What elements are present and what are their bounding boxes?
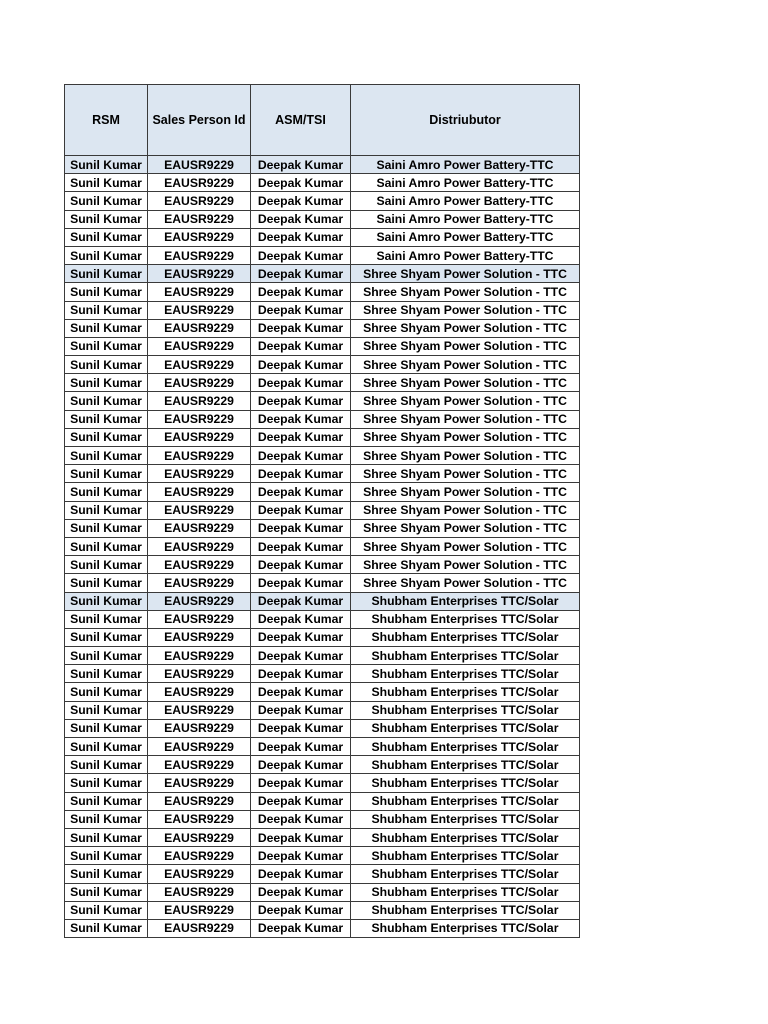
cell-rsm: Sunil Kumar [65,665,148,683]
cell-asm-tsi: Deepak Kumar [251,792,351,810]
cell-sales-person-id: EAUSR9229 [148,701,251,719]
cell-sales-person-id: EAUSR9229 [148,374,251,392]
cell-sales-person-id: EAUSR9229 [148,283,251,301]
cell-distributor: Shubham Enterprises TTC/Solar [351,683,580,701]
cell-asm-tsi: Deepak Kumar [251,647,351,665]
table-row [65,574,580,592]
cell-distributor: Shubham Enterprises TTC/Solar [351,792,580,810]
cell-asm-tsi: Deepak Kumar [251,428,351,446]
cell-distributor: Shree Shyam Power Solution - TTC [351,392,580,410]
cell-asm-tsi: Deepak Kumar [251,883,351,901]
cell-sales-person-id: EAUSR9229 [148,537,251,555]
cell-rsm: Sunil Kumar [65,701,148,719]
table-row [65,228,580,246]
cell-rsm: Sunil Kumar [65,392,148,410]
cell-asm-tsi: Deepak Kumar [251,319,351,337]
cell-sales-person-id: EAUSR9229 [148,665,251,683]
table-row [65,301,580,319]
cell-distributor: Shree Shyam Power Solution - TTC [351,428,580,446]
cell-rsm: Sunil Kumar [65,501,148,519]
cell-rsm: Sunil Kumar [65,883,148,901]
table-row [65,483,580,501]
cell-asm-tsi: Deepak Kumar [251,174,351,192]
cell-distributor: Shree Shyam Power Solution - TTC [351,301,580,319]
cell-distributor: Shree Shyam Power Solution - TTC [351,319,580,337]
cell-sales-person-id: EAUSR9229 [148,774,251,792]
cell-asm-tsi: Deepak Kumar [251,465,351,483]
table-row [65,374,580,392]
cell-rsm: Sunil Kumar [65,628,148,646]
cell-asm-tsi: Deepak Kumar [251,901,351,919]
cell-sales-person-id: EAUSR9229 [148,356,251,374]
cell-asm-tsi: Deepak Kumar [251,283,351,301]
cell-rsm: Sunil Kumar [65,683,148,701]
cell-sales-person-id: EAUSR9229 [148,901,251,919]
column-header-sales-person-id: Sales Person Id [148,85,251,156]
cell-rsm: Sunil Kumar [65,301,148,319]
table-row [65,246,580,264]
table-row [65,156,580,174]
cell-distributor: Saini Amro Power Battery-TTC [351,192,580,210]
cell-rsm: Sunil Kumar [65,228,148,246]
cell-sales-person-id: EAUSR9229 [148,919,251,937]
cell-rsm: Sunil Kumar [65,519,148,537]
cell-sales-person-id: EAUSR9229 [148,174,251,192]
cell-asm-tsi: Deepak Kumar [251,447,351,465]
distributor-table [64,84,580,938]
cell-rsm: Sunil Kumar [65,374,148,392]
cell-distributor: Shubham Enterprises TTC/Solar [351,647,580,665]
cell-sales-person-id: EAUSR9229 [148,428,251,446]
cell-rsm: Sunil Kumar [65,756,148,774]
cell-sales-person-id: EAUSR9229 [148,465,251,483]
cell-rsm: Sunil Kumar [65,847,148,865]
table-row [65,410,580,428]
cell-distributor: Shree Shyam Power Solution - TTC [351,519,580,537]
cell-asm-tsi: Deepak Kumar [251,156,351,174]
cell-distributor: Shubham Enterprises TTC/Solar [351,701,580,719]
cell-sales-person-id: EAUSR9229 [148,647,251,665]
cell-asm-tsi: Deepak Kumar [251,665,351,683]
cell-sales-person-id: EAUSR9229 [148,883,251,901]
cell-rsm: Sunil Kumar [65,610,148,628]
table-row [65,865,580,883]
cell-rsm: Sunil Kumar [65,792,148,810]
cell-sales-person-id: EAUSR9229 [148,574,251,592]
cell-sales-person-id: EAUSR9229 [148,337,251,355]
cell-asm-tsi: Deepak Kumar [251,719,351,737]
cell-asm-tsi: Deepak Kumar [251,483,351,501]
cell-sales-person-id: EAUSR9229 [148,301,251,319]
cell-sales-person-id: EAUSR9229 [148,192,251,210]
cell-rsm: Sunil Kumar [65,156,148,174]
cell-sales-person-id: EAUSR9229 [148,810,251,828]
table-row [65,665,580,683]
cell-sales-person-id: EAUSR9229 [148,865,251,883]
cell-sales-person-id: EAUSR9229 [148,319,251,337]
cell-asm-tsi: Deepak Kumar [251,246,351,264]
table-row [65,901,580,919]
cell-asm-tsi: Deepak Kumar [251,592,351,610]
cell-sales-person-id: EAUSR9229 [148,483,251,501]
table-row [65,192,580,210]
cell-distributor: Shubham Enterprises TTC/Solar [351,719,580,737]
cell-sales-person-id: EAUSR9229 [148,228,251,246]
table-row [65,265,580,283]
table-row [65,392,580,410]
cell-distributor: Shree Shyam Power Solution - TTC [351,283,580,301]
table-row [65,556,580,574]
cell-distributor: Shubham Enterprises TTC/Solar [351,828,580,846]
cell-distributor: Shree Shyam Power Solution - TTC [351,537,580,555]
cell-distributor: Shree Shyam Power Solution - TTC [351,556,580,574]
cell-distributor: Saini Amro Power Battery-TTC [351,156,580,174]
cell-distributor: Shree Shyam Power Solution - TTC [351,374,580,392]
cell-distributor: Shubham Enterprises TTC/Solar [351,883,580,901]
cell-distributor: Shree Shyam Power Solution - TTC [351,410,580,428]
cell-sales-person-id: EAUSR9229 [148,501,251,519]
cell-asm-tsi: Deepak Kumar [251,501,351,519]
cell-asm-tsi: Deepak Kumar [251,228,351,246]
table-row [65,919,580,937]
cell-distributor: Shubham Enterprises TTC/Solar [351,592,580,610]
column-header-rsm: RSM [65,85,148,156]
cell-sales-person-id: EAUSR9229 [148,628,251,646]
cell-asm-tsi: Deepak Kumar [251,919,351,937]
cell-sales-person-id: EAUSR9229 [148,519,251,537]
cell-rsm: Sunil Kumar [65,174,148,192]
cell-rsm: Sunil Kumar [65,319,148,337]
cell-asm-tsi: Deepak Kumar [251,374,351,392]
cell-rsm: Sunil Kumar [65,810,148,828]
cell-asm-tsi: Deepak Kumar [251,301,351,319]
cell-sales-person-id: EAUSR9229 [148,610,251,628]
cell-distributor: Shubham Enterprises TTC/Solar [351,901,580,919]
cell-asm-tsi: Deepak Kumar [251,574,351,592]
header-row [65,85,580,156]
cell-distributor: Shubham Enterprises TTC/Solar [351,610,580,628]
cell-asm-tsi: Deepak Kumar [251,610,351,628]
cell-asm-tsi: Deepak Kumar [251,537,351,555]
cell-sales-person-id: EAUSR9229 [148,847,251,865]
cell-distributor: Shree Shyam Power Solution - TTC [351,356,580,374]
cell-distributor: Shubham Enterprises TTC/Solar [351,810,580,828]
cell-sales-person-id: EAUSR9229 [148,792,251,810]
cell-distributor: Shubham Enterprises TTC/Solar [351,847,580,865]
cell-rsm: Sunil Kumar [65,865,148,883]
cell-rsm: Sunil Kumar [65,574,148,592]
cell-asm-tsi: Deepak Kumar [251,828,351,846]
cell-distributor: Shree Shyam Power Solution - TTC [351,465,580,483]
cell-sales-person-id: EAUSR9229 [148,410,251,428]
table-row [65,847,580,865]
cell-rsm: Sunil Kumar [65,428,148,446]
table-row [65,683,580,701]
table-row [65,828,580,846]
cell-asm-tsi: Deepak Kumar [251,847,351,865]
cell-rsm: Sunil Kumar [65,356,148,374]
cell-sales-person-id: EAUSR9229 [148,556,251,574]
cell-distributor: Shubham Enterprises TTC/Solar [351,738,580,756]
cell-distributor: Shree Shyam Power Solution - TTC [351,447,580,465]
cell-sales-person-id: EAUSR9229 [148,392,251,410]
cell-rsm: Sunil Kumar [65,556,148,574]
cell-distributor: Shubham Enterprises TTC/Solar [351,919,580,937]
table-row [65,519,580,537]
cell-rsm: Sunil Kumar [65,283,148,301]
column-header-asm-tsi: ASM/TSI [251,85,351,156]
cell-sales-person-id: EAUSR9229 [148,210,251,228]
cell-asm-tsi: Deepak Kumar [251,628,351,646]
cell-rsm: Sunil Kumar [65,192,148,210]
cell-rsm: Sunil Kumar [65,774,148,792]
table-row [65,174,580,192]
cell-distributor: Shubham Enterprises TTC/Solar [351,774,580,792]
table-row [65,428,580,446]
cell-sales-person-id: EAUSR9229 [148,592,251,610]
cell-rsm: Sunil Kumar [65,537,148,555]
table-row [65,756,580,774]
cell-rsm: Sunil Kumar [65,410,148,428]
cell-distributor: Shree Shyam Power Solution - TTC [351,483,580,501]
cell-asm-tsi: Deepak Kumar [251,556,351,574]
cell-distributor: Saini Amro Power Battery-TTC [351,228,580,246]
cell-asm-tsi: Deepak Kumar [251,210,351,228]
cell-rsm: Sunil Kumar [65,592,148,610]
cell-asm-tsi: Deepak Kumar [251,738,351,756]
cell-sales-person-id: EAUSR9229 [148,447,251,465]
table-row [65,701,580,719]
cell-distributor: Shubham Enterprises TTC/Solar [351,865,580,883]
cell-rsm: Sunil Kumar [65,483,148,501]
table-row [65,610,580,628]
cell-asm-tsi: Deepak Kumar [251,337,351,355]
cell-sales-person-id: EAUSR9229 [148,156,251,174]
cell-asm-tsi: Deepak Kumar [251,519,351,537]
cell-asm-tsi: Deepak Kumar [251,810,351,828]
cell-distributor: Shree Shyam Power Solution - TTC [351,574,580,592]
cell-asm-tsi: Deepak Kumar [251,683,351,701]
cell-rsm: Sunil Kumar [65,647,148,665]
table-row [65,719,580,737]
table-row [65,337,580,355]
cell-rsm: Sunil Kumar [65,465,148,483]
table-row [65,774,580,792]
table-row [65,447,580,465]
table-row [65,501,580,519]
cell-distributor: Shree Shyam Power Solution - TTC [351,337,580,355]
cell-asm-tsi: Deepak Kumar [251,265,351,283]
table-row [65,537,580,555]
cell-rsm: Sunil Kumar [65,447,148,465]
table-row [65,628,580,646]
cell-rsm: Sunil Kumar [65,265,148,283]
cell-asm-tsi: Deepak Kumar [251,392,351,410]
table-row [65,592,580,610]
table-row [65,356,580,374]
cell-rsm: Sunil Kumar [65,919,148,937]
cell-asm-tsi: Deepak Kumar [251,701,351,719]
cell-asm-tsi: Deepak Kumar [251,192,351,210]
cell-asm-tsi: Deepak Kumar [251,356,351,374]
table-row [65,465,580,483]
table-row [65,647,580,665]
cell-sales-person-id: EAUSR9229 [148,738,251,756]
table-header [65,85,580,156]
cell-distributor: Saini Amro Power Battery-TTC [351,246,580,264]
table-row [65,810,580,828]
cell-asm-tsi: Deepak Kumar [251,774,351,792]
cell-rsm: Sunil Kumar [65,337,148,355]
cell-distributor: Shree Shyam Power Solution - TTC [351,265,580,283]
table-row [65,738,580,756]
column-header-distributor: Distriubutor [351,85,580,156]
cell-sales-person-id: EAUSR9229 [148,683,251,701]
table-row [65,210,580,228]
cell-rsm: Sunil Kumar [65,828,148,846]
cell-distributor: Shubham Enterprises TTC/Solar [351,665,580,683]
cell-asm-tsi: Deepak Kumar [251,410,351,428]
table-row [65,319,580,337]
cell-rsm: Sunil Kumar [65,210,148,228]
cell-sales-person-id: EAUSR9229 [148,719,251,737]
cell-sales-person-id: EAUSR9229 [148,756,251,774]
cell-asm-tsi: Deepak Kumar [251,756,351,774]
cell-rsm: Sunil Kumar [65,719,148,737]
table-row [65,883,580,901]
cell-distributor: Saini Amro Power Battery-TTC [351,174,580,192]
cell-rsm: Sunil Kumar [65,738,148,756]
table-body [65,156,580,938]
cell-distributor: Shubham Enterprises TTC/Solar [351,628,580,646]
cell-sales-person-id: EAUSR9229 [148,265,251,283]
table-row [65,792,580,810]
cell-sales-person-id: EAUSR9229 [148,828,251,846]
cell-rsm: Sunil Kumar [65,901,148,919]
cell-sales-person-id: EAUSR9229 [148,246,251,264]
cell-rsm: Sunil Kumar [65,246,148,264]
cell-distributor: Shubham Enterprises TTC/Solar [351,756,580,774]
table-row [65,283,580,301]
cell-distributor: Saini Amro Power Battery-TTC [351,210,580,228]
cell-asm-tsi: Deepak Kumar [251,865,351,883]
cell-distributor: Shree Shyam Power Solution - TTC [351,501,580,519]
